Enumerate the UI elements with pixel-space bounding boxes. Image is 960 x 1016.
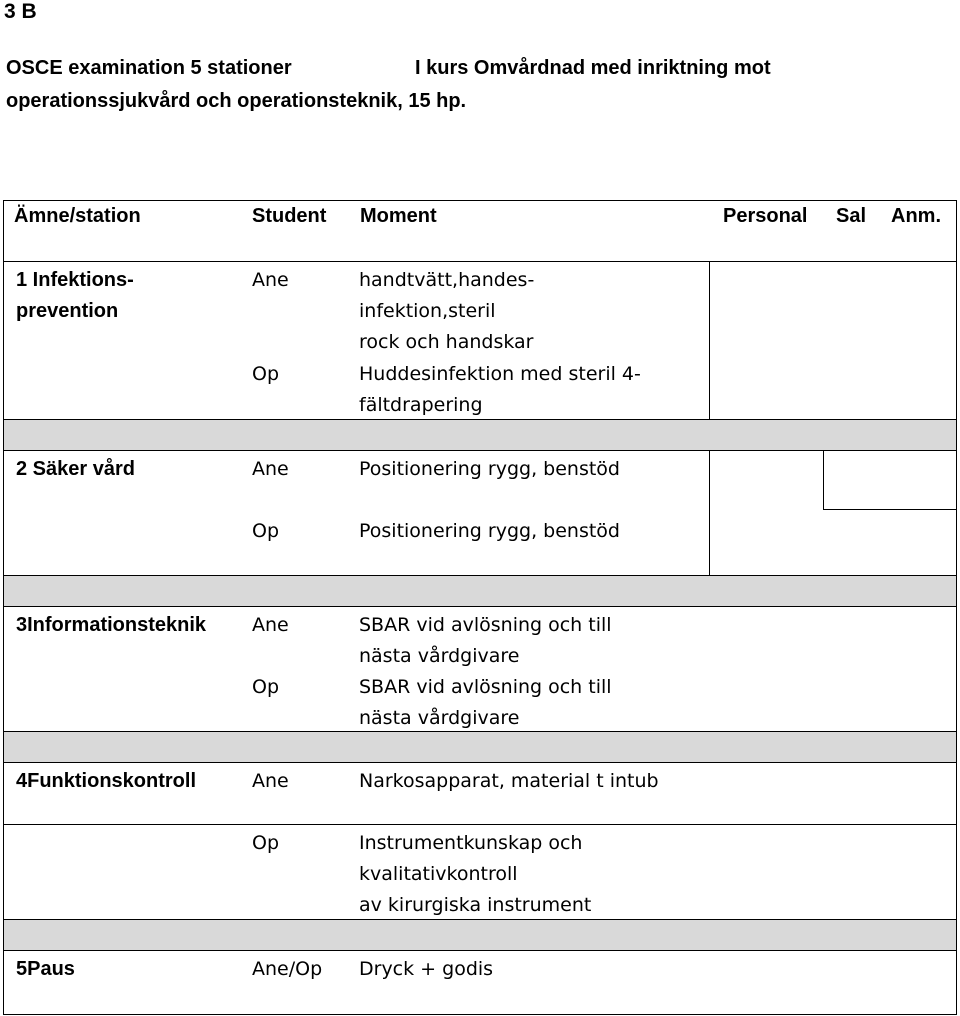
station-1-moment-ane: handtvätt,handes- infektion,steril rock och handskar [359,269,535,353]
station-5-moment: Dryck + godis [359,958,494,980]
station-3-block [3,606,957,732]
station-5-block [3,950,957,1015]
station-4-moment-ane: Narkosapparat, material t intub [359,770,659,792]
title-right: I kurs Omvårdnad med inriktning mot [415,57,771,79]
station-3-student-ane: Ane [252,614,289,636]
station-4-name: 4Funktionskontroll [16,770,196,792]
separator-1 [3,419,957,451]
header-anm: Anm. [891,205,941,227]
document-label: 3 B [4,0,37,23]
station-4-student-op: Op [252,832,280,854]
station-3-name: 3Informationsteknik [16,614,207,636]
separator-4 [3,919,957,951]
header-sal: Sal [836,205,867,227]
station-5-student: Ane/Op [252,958,323,980]
separator-2 [3,575,957,607]
station-5-name: 5Paus [16,958,75,980]
station-4-moment-op: Instrumentkunskap och kvalitativkontroll av kirurgiska instrument [359,832,592,916]
station-table [3,200,957,1015]
station-1-student-op: Op [252,363,280,385]
station-4-student-ane: Ane [252,770,289,792]
station-2-student-op: Op [252,520,280,542]
header-amne: Ämne/station [14,205,141,227]
station-2-student-ane: Ane [252,458,289,480]
station-1-moment-op: Huddesinfektion med steril 4- fältdrapering [359,363,641,416]
header-row [3,200,957,262]
station-4-divider [3,824,957,825]
header-moment: Moment [360,205,437,227]
station-1-personal [709,261,957,421]
title-line2: operationssjukvård och operationsteknik, 15 hp. [6,90,467,112]
station-3-student-op: Op [252,676,280,698]
station-2-moment-ane: Positionering rygg, benstöd [359,458,620,480]
station-1-student-ane: Ane [252,269,289,291]
station-2-name: 2 Säker vård [16,458,135,480]
station-2-moment-op: Positionering rygg, benstöd [359,520,620,542]
station-2-sal [823,450,957,510]
header-personal: Personal [723,205,808,227]
title-left: OSCE examination 5 stationer [6,57,292,79]
station-3-moment-op: SBAR vid avlösning och till nästa vårdgivare [359,676,612,729]
station-3-moment-ane: SBAR vid avlösning och till nästa vårdgivare [359,614,612,667]
separator-3 [3,731,957,763]
header-student: Student [252,205,327,227]
station-1-name: 1 Infektions- prevention [16,269,134,322]
